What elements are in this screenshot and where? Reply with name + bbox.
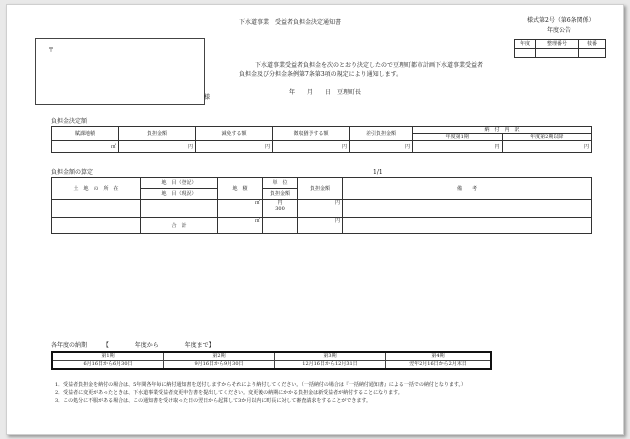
calc-section-label: 負担金額の算定 [51,169,94,176]
col-charge-amount: 負担金額 [119,127,196,141]
total-label: 合 計 [141,218,218,234]
area-unit-cell: ㎡ [218,200,263,218]
total-area-unit: ㎡ [218,218,263,234]
col-amount: 負担金額 [298,178,343,200]
period-3-range: 12月16日から12月31日 [275,360,386,369]
location-cell [52,200,141,218]
col-unit-amount: 負担金額 [263,189,298,200]
decision-table [51,126,592,153]
decision-section-label: 負担金決定額 [51,118,88,125]
reference-number-cell [536,49,579,58]
schedule-title: 各年度の納期 [51,342,88,349]
schedule-from-year: 年度から [134,342,159,349]
branch-number-header: 枝番 [579,40,606,49]
body-text-line-1: 下水道事業受益者負担金を次のとおり決定したので豆理町都市計画下水道事業受益者 [255,62,484,69]
year-header: 年度 [515,40,536,49]
col-payment-breakdown: 納 付 内 訳 [413,127,592,134]
reference-number-header: 整理番号 [536,40,579,49]
schedule-label [51,342,215,349]
charge-unit: 円 [119,141,196,153]
period-2-range: 9月16日から9月30日 [164,360,275,369]
period-3-header: 第3期 [275,352,386,360]
note-3: 3．この処分に不服がある場合は、この通知書を受け取った日の翌日から起算して3か月以内に町長に対して審査請求をすることができます。 [55,398,371,404]
period-2-header: 第2期 [164,352,275,360]
unit-price-yen: 円 [277,200,283,206]
honorific: 様 [204,94,211,101]
unit-price-value: 300 [275,206,285,212]
schedule-to-year: 年度まで】 [184,342,215,349]
col-remarks: 備 考 [343,178,592,200]
later-periods-unit: 円 [502,141,592,153]
deferral-unit: 円 [273,141,350,153]
branch-number-cell [579,49,606,58]
land-category-cell [141,200,218,218]
year-cell [515,49,536,58]
area-unit: ㎡ [52,141,119,153]
notice-sheet [6,4,624,435]
period-1-header: 第1期 [52,352,164,360]
total-remarks-blank [343,218,592,234]
col-deferral: 徴収猶予する額 [273,127,350,141]
document-title: 下水道事業 受益者負担金決定通知書 [239,19,342,26]
period-4-range: 翌年2月16日から2月末日 [386,360,492,369]
col-assessed-area: 賦課地積 [52,127,119,141]
col-first-period: 年度第1期 [413,134,503,141]
calculation-table [51,177,592,234]
reference-number-table [514,39,606,58]
unit-price-cell [263,200,298,218]
period-4-header: 第4期 [386,352,492,360]
issue-date-line: 年 月 日 豆理町長 [289,89,362,96]
reduction-unit: 円 [196,141,273,153]
remarks-cell [343,200,592,218]
col-later-periods: 年度第2期以降 [502,134,592,141]
first-period-unit: 円 [413,141,503,153]
col-land-area: 地 積 [218,178,263,200]
col-net-amount: 差引負担金額 [350,127,413,141]
schedule-bracket-open: 【 [102,342,109,349]
payment-schedule-table [51,351,492,370]
recipient-address-box [35,38,211,105]
note-2: 2．受益者に変更があったときは、下水道事業受益者変更申告書を提出してください。変更後の納期にかかる負担金は新受益者が納付することになります。 [55,390,403,396]
col-land-category-current: 地 目（現況） [141,189,218,200]
note-1: 1．受益者負担金を納付の場合は、5年間各年毎に納付通知書を送付しますからそれにより納付してください。（一括納付の場合は『一括納付通知書』による一括での納付となります。） [55,382,466,388]
body-text-line-2: 負担金及び分担金条例第7条第3項の規定により通知します。 [239,71,403,78]
postal-mark: 〒 [48,47,55,54]
period-1-range: 6月16日から6月30日 [52,360,164,369]
col-unit-price: 単 位 [263,178,298,189]
net-unit: 円 [350,141,413,153]
col-land-category-registered: 地 目（登記） [141,178,218,189]
total-unit-price-blank [263,218,298,234]
total-amount-unit: 円 [298,218,343,234]
total-blank-cell [52,218,141,234]
form-number: 様式第2号（第6条関係） [527,17,595,24]
amount-unit-cell: 円 [298,200,343,218]
col-location: 土 地 の 所 在 [52,178,141,200]
col-reduction: 減免する額 [196,127,273,141]
fiscal-notice-label: 年度公告 [547,27,572,34]
page-indicator: 1/1 [373,169,383,176]
